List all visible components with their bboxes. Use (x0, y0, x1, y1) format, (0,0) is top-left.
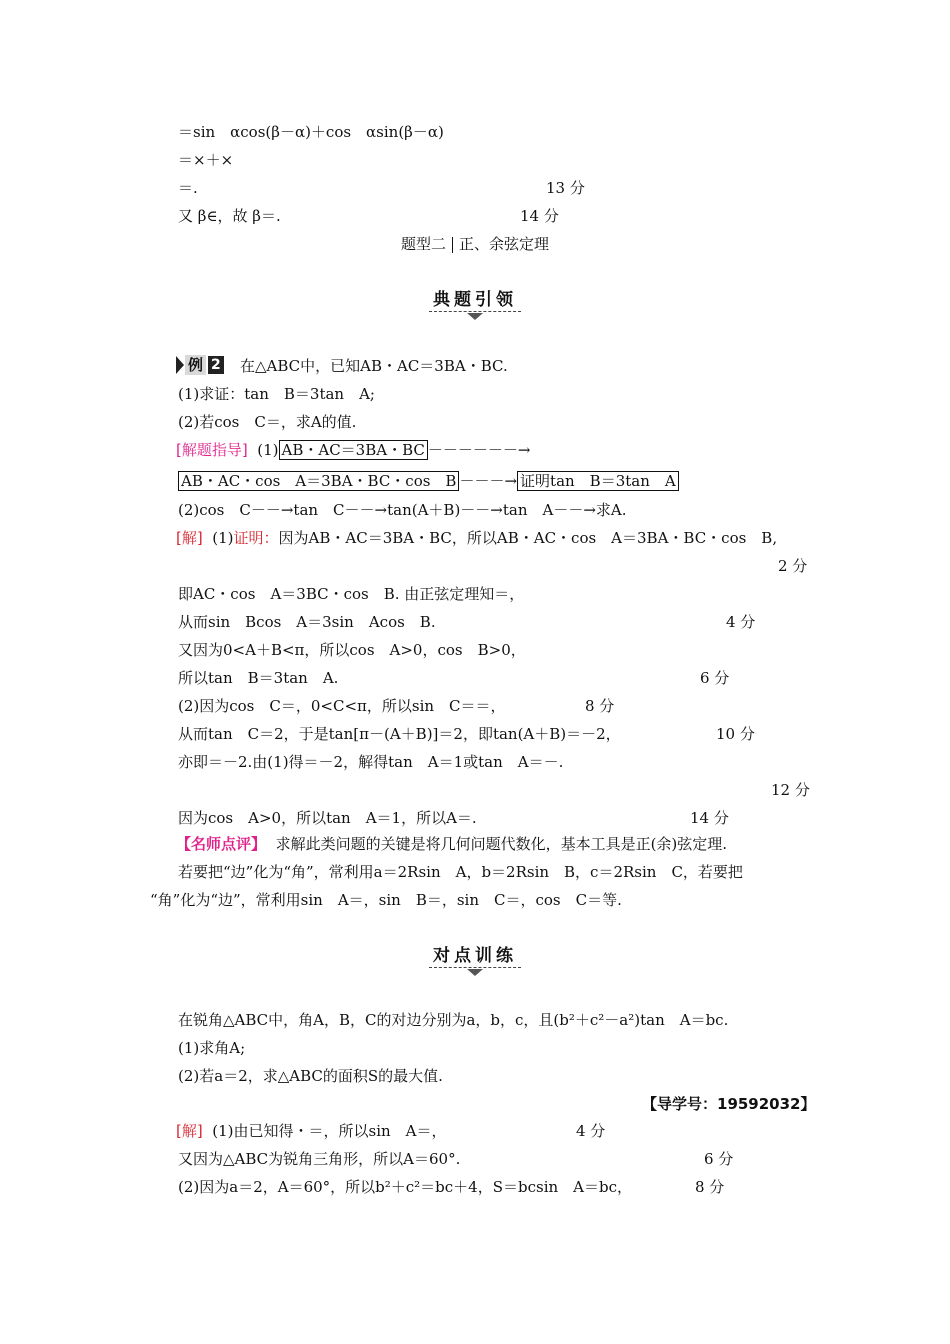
practice-score-6: 6 分 (704, 1150, 734, 1168)
formula-line-2: ＝×＋× (178, 151, 234, 169)
hint-line-2 (178, 471, 679, 491)
example-word: 例 (185, 355, 206, 375)
practice-stem: 在锐角△ABC中，角A，B，C的对边分别为a，b，c，且(b²＋c²－a²)tan A＝bc. (178, 1011, 729, 1029)
formula-line-1: ＝sin αcos(β－α)＋cos αsin(β－α) (178, 123, 444, 141)
solution-line-9: 因为cos A>0，所以tan A＝1，所以A＝. (178, 809, 477, 827)
practice-question-1: (1)求角A; (178, 1039, 246, 1057)
topic-divider (452, 237, 453, 253)
solution-line-6: (2)因为cos C＝，0<C<π，所以sin C＝＝， (178, 697, 506, 715)
topic-right: 正、余弦定理 (459, 235, 550, 253)
formula-line-3: ＝. (178, 179, 198, 197)
solution-line-2: 即AC・cos A＝3BC・cos B. 由正弦定理知＝， (178, 585, 525, 603)
example-stem: 在△ABC中，已知AB・AC＝3BA・BC. (240, 357, 508, 375)
hint-line-3: (2)cos C－－→tan C－－→tan(A＋B)－－→tan A－－→求A. (178, 501, 627, 519)
comment-label: 【名师点评】 (176, 835, 267, 853)
triangle-down-icon (467, 969, 483, 976)
comment-text: 求解此类问题的关键是将几何问题代数化，基本工具是正(余)弦定理. (275, 835, 728, 853)
practice-score-8: 8 分 (695, 1178, 725, 1196)
solution-line-1 (176, 528, 777, 548)
solution-line-7: 从而tan C＝2，于是tan[π－(A＋B)]＝2，即tan(A＋B)＝－2， (178, 725, 621, 743)
practice-question-2: (2)若a＝2，求△ABC的面积S的最大值. (178, 1067, 443, 1085)
solution-part-1: (1) (212, 529, 234, 547)
hint-line-1 (176, 440, 530, 460)
topic-title (0, 234, 950, 254)
example-question-1: (1)求证：tan B＝3tan A; (178, 385, 375, 403)
practice-solution-label: [解] (176, 1122, 203, 1140)
score-8: 8 分 (585, 697, 615, 715)
triangle-down-icon (467, 313, 483, 320)
header-underline-practice (429, 967, 521, 968)
solution-line-8: 亦即＝－2.由(1)得＝－2，解得tan A＝1或tan A＝－. (178, 753, 564, 771)
practice-solution-line-2: 又因为△ABC为锐角三角形，所以A＝60°. (178, 1150, 461, 1168)
solution-line-4: 又因为0<A＋B<π，所以cos A>0，cos B>0， (178, 641, 526, 659)
hint-arrow-1: －－－－－－→ (427, 441, 531, 459)
topic-left: 题型二 (400, 235, 446, 253)
hint-arrow-2: －－－→ (459, 472, 518, 490)
score-4: 4 分 (726, 613, 756, 631)
section-header-practice: 对点训练 (433, 946, 517, 966)
hint-box-1: AB・AC＝3BA・BC (279, 440, 428, 460)
practice-score-4: 4 分 (576, 1122, 606, 1140)
score-6: 6 分 (700, 669, 730, 687)
practice-solution-line-3: (2)因为a＝2，A＝60°，所以b²＋c²＝bc＋4，S＝bcsin A＝bc， (178, 1178, 633, 1196)
hint-label: [解题指导] (176, 441, 248, 459)
play-triangle-icon (176, 356, 184, 374)
solution-text-1: 因为AB・AC＝3BA・BC，所以AB・AC・cos A＝3BA・BC・cos B, (278, 529, 778, 547)
hint-box-2: AB・AC・cos A＝3BA・BC・cos B (178, 471, 459, 491)
practice-solution-line-1 (176, 1121, 447, 1141)
score-10: 10 分 (716, 725, 755, 743)
hint-head: (1) (257, 441, 279, 459)
guide-number: 【导学号：19592032】 (642, 1095, 816, 1113)
score-14-final: 14 分 (690, 809, 729, 827)
header-underline (429, 311, 521, 312)
section-header-typical: 典题引领 (433, 290, 517, 310)
example-label (176, 354, 224, 376)
solution-line-5: 所以tan B＝3tan A. (178, 669, 339, 687)
solution-label: [解] (176, 529, 203, 547)
score-12: 12 分 (771, 781, 810, 799)
proof-label: 证明： (233, 529, 279, 547)
score-14: 14 分 (520, 207, 559, 225)
hint-box-3: 证明tan B＝3tan A (517, 471, 679, 491)
score-2: 2 分 (778, 557, 808, 575)
example-number: 2 (208, 356, 224, 374)
formula-line-4: 又 β∈，故 β＝. (178, 207, 281, 225)
solution-line-3: 从而sin Bcos A＝3sin Acos B. (178, 613, 436, 631)
comment-line-2: 若要把“边”化为“角”，常利用a＝2Rsin A，b＝2Rsin B，c＝2Rsin C，若要把 (178, 863, 743, 881)
comment-line-3: “角”化为“边”，常利用sin A＝，sin B＝，sin C＝，cos C＝等. (150, 891, 622, 909)
example-question-2: (2)若cos C＝，求A的值. (178, 413, 357, 431)
score-13: 13 分 (546, 179, 585, 197)
practice-solution-text-1: (1)由已知得・＝，所以sin A＝， (212, 1122, 447, 1140)
comment-line-1 (176, 834, 727, 854)
